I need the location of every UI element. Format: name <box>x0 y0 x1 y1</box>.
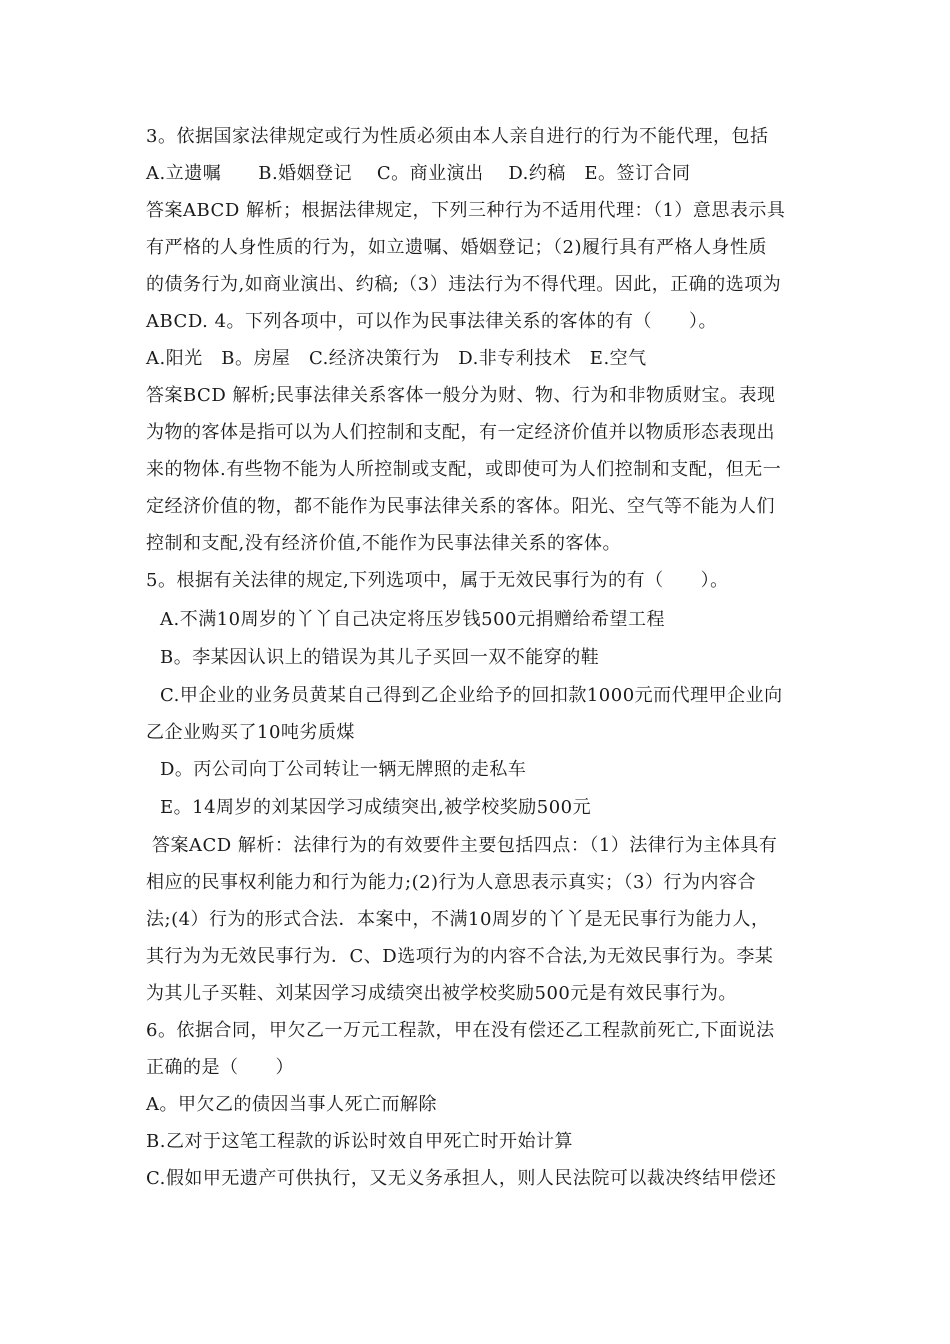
question-3-stem: 3。依据国家法律规定或行为性质必须由本人亲自进行的行为不能代理，包括 <box>146 126 769 147</box>
answer-5-line-3: 法;(4）行为的形式合法．本案中，不满10周岁的丫丫是无民事行为能力人， <box>146 909 770 930</box>
question-4-options: A.阳光 B。房屋 C.经济决策行为 D.非专利技术 E.空气 <box>146 348 647 369</box>
answer-4-line-2: 为物的客体是指可以为人们控制和支配，有一定经济价值并以物质形态表现出 <box>146 422 775 443</box>
answer-4-line-5: 控制和支配,没有经济价值,不能作为民事法律关系的客体。 <box>146 533 621 554</box>
question-5-stem: 5。根据有关法律的规定,下列选项中，属于无效民事行为的有（ ）。 <box>146 570 729 591</box>
answer-5-line-5: 为其儿子买鞋、刘某因学习成绩突出被学校奖励500元是有效民事行为。 <box>146 983 737 1004</box>
answer-5-line-4: 其行为为无效民事行为．C、D选项行为的内容不合法,为无效民事行为。李某 <box>146 946 774 967</box>
question-6-option-b: B.乙对于这笔工程款的诉讼时效自甲死亡时开始计算 <box>146 1131 573 1152</box>
answer-4-line-4: 定经济价值的物，都不能作为民事法律关系的客体。阳光、空气等不能为人们 <box>146 496 775 517</box>
answer-3-line-2: 有严格的人身性质的行为，如立遗嘱、婚姻登记；（2)履行具有严格人身性质 <box>146 237 767 258</box>
answer-3-line-1: 答案ABCD 解析；根据法律规定，下列三种行为不适用代理：（1）意思表示具 <box>146 200 786 221</box>
question-5-option-a: A.不满10周岁的丫丫自己决定将压岁钱500元捐赠给希望工程 <box>160 609 665 630</box>
question-5-option-e: E。14周岁的刘某因学习成绩突出,被学校奖励500元 <box>160 797 592 818</box>
question-6-stem-line-1: 6。依据合同，甲欠乙一万元工程款，甲在没有偿还乙工程款前死亡,下面说法 <box>146 1020 775 1041</box>
question-3-options: A.立遗嘱 B.婚姻登记 C。商业演出 D.约稿 E。签订合同 <box>146 163 691 184</box>
question-5-option-b: B。李某因认识上的错误为其儿子买回一双不能穿的鞋 <box>160 647 600 668</box>
question-6-option-c: C.假如甲无遗产可供执行，又无义务承担人，则人民法院可以裁决终结甲偿还 <box>146 1168 777 1189</box>
question-5-option-c: C.甲企业的业务员黄某自己得到乙企业给予的回扣款1000元而代理甲企业向 <box>160 685 783 706</box>
answer-5-line-1: 答案ACD 解析：法律行为的有效要件主要包括四点：（1）法律行为主体具有 <box>152 835 778 856</box>
answer-4-line-1: 答案BCD 解析;民事法律关系客体一般分为财、物、行为和非物质财宝。表现 <box>146 385 776 406</box>
question-4-stem: ABCD. 4。下列各项中，可以作为民事法律关系的客体的有（ ）。 <box>146 311 718 332</box>
question-6-option-a: A。甲欠乙的债因当事人死亡而解除 <box>146 1094 437 1115</box>
question-5-option-c-cont: 乙企业购买了10吨劣质煤 <box>146 722 355 743</box>
answer-4-line-3: 来的物体.有些物不能为人所控制或支配，或即使可为人们控制和支配，但无一 <box>146 459 782 480</box>
answer-3-line-3: 的债务行为,如商业演出、约稿;（3）违法行为不得代理。因此，正确的选项为 <box>146 274 782 295</box>
question-6-stem-line-2: 正确的是（ ） <box>146 1057 294 1078</box>
answer-5-line-2: 相应的民事权利能力和行为能力;(2)行为人意思表示真实；（3）行为内容合 <box>146 872 757 893</box>
question-5-option-d: D。丙公司向丁公司转让一辆无牌照的走私车 <box>160 759 527 780</box>
